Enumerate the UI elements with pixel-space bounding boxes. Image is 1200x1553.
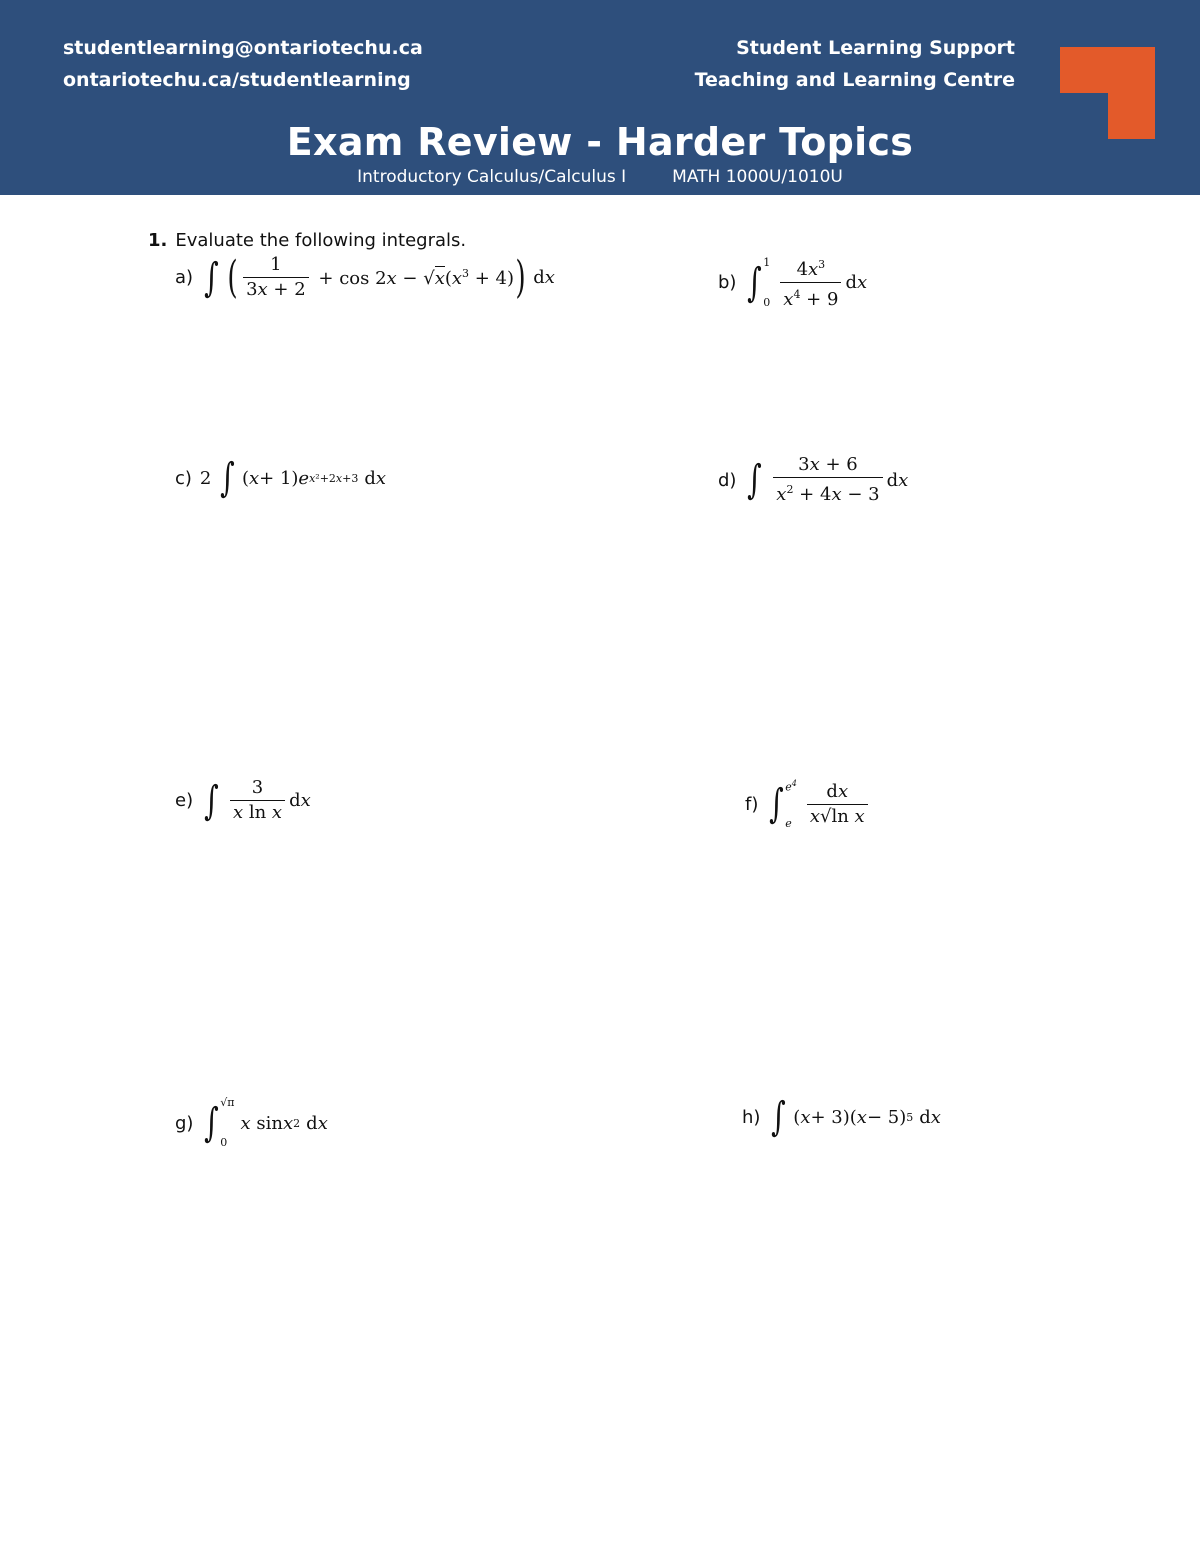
problem-d — [718, 455, 908, 505]
integral-expression: ∫ ( x + 3)( x − 5) 5 d x — [771, 1094, 941, 1140]
course-code: MATH 1000U/1010U — [672, 167, 843, 187]
course-name: Introductory Calculus/Calculus I — [357, 167, 627, 187]
integral-expression: ∫ √π 0 x sin x 2 d x — [204, 1096, 328, 1149]
problem-label: f) — [745, 793, 759, 815]
problem-e — [175, 778, 311, 823]
integral-expression: ∫ $\frac{3}{\text{x ln x}}$ d x — [204, 777, 311, 824]
problem-label: g) — [175, 1112, 194, 1134]
header-band — [0, 0, 1200, 195]
page-title: Exam Review - Harder Topics — [286, 120, 914, 164]
integral-expression: ∫ ( $\frac{1}{3x + 2}$ + $\cos 2x - √x(x^3 + 4)$ ) d x — [204, 251, 555, 303]
problem-label: e) — [175, 790, 194, 811]
problem-label: a) — [175, 267, 194, 288]
problem-f — [745, 778, 872, 830]
integral-expression: 2 ∫ ( x + 1) e x²+2x+3 d x — [199, 455, 387, 501]
subtitle — [0, 167, 1200, 187]
question-number: 1. — [148, 230, 168, 251]
problem-b — [718, 255, 867, 310]
problem-label: b) — [718, 272, 737, 293]
problem-h — [742, 1094, 941, 1140]
problem-label: d) — [718, 469, 737, 491]
department-info — [695, 32, 1015, 96]
integral-expression: ∫ $\frac{3x + 6}{x^2 + 4x - 3}$ d x — [747, 454, 909, 505]
question-text: Evaluate the following integrals. — [175, 230, 467, 251]
integral-expression: ∫ $e^4$ e $\frac{dx}{\text{x√ln x}}$ — [766, 778, 871, 830]
problem-g — [175, 1097, 328, 1149]
contact-info — [63, 32, 423, 96]
problem-label: h) — [742, 1106, 761, 1128]
integral-expression: ∫ 1 0 $\frac{4x^3}{x^4 + 9}$ d x — [747, 255, 868, 310]
centre-name: Teaching and Learning Centre — [694, 69, 1015, 91]
department-name: Student Learning Support — [736, 37, 1015, 59]
problem-label: c) — [175, 467, 192, 489]
email-link[interactable]: studentlearning@ontariotechu.ca — [63, 37, 423, 59]
problem-a — [175, 251, 555, 303]
website-link[interactable]: ontariotechu.ca/studentlearning — [63, 69, 411, 91]
question-1 — [148, 230, 466, 251]
problem-c — [175, 455, 387, 501]
